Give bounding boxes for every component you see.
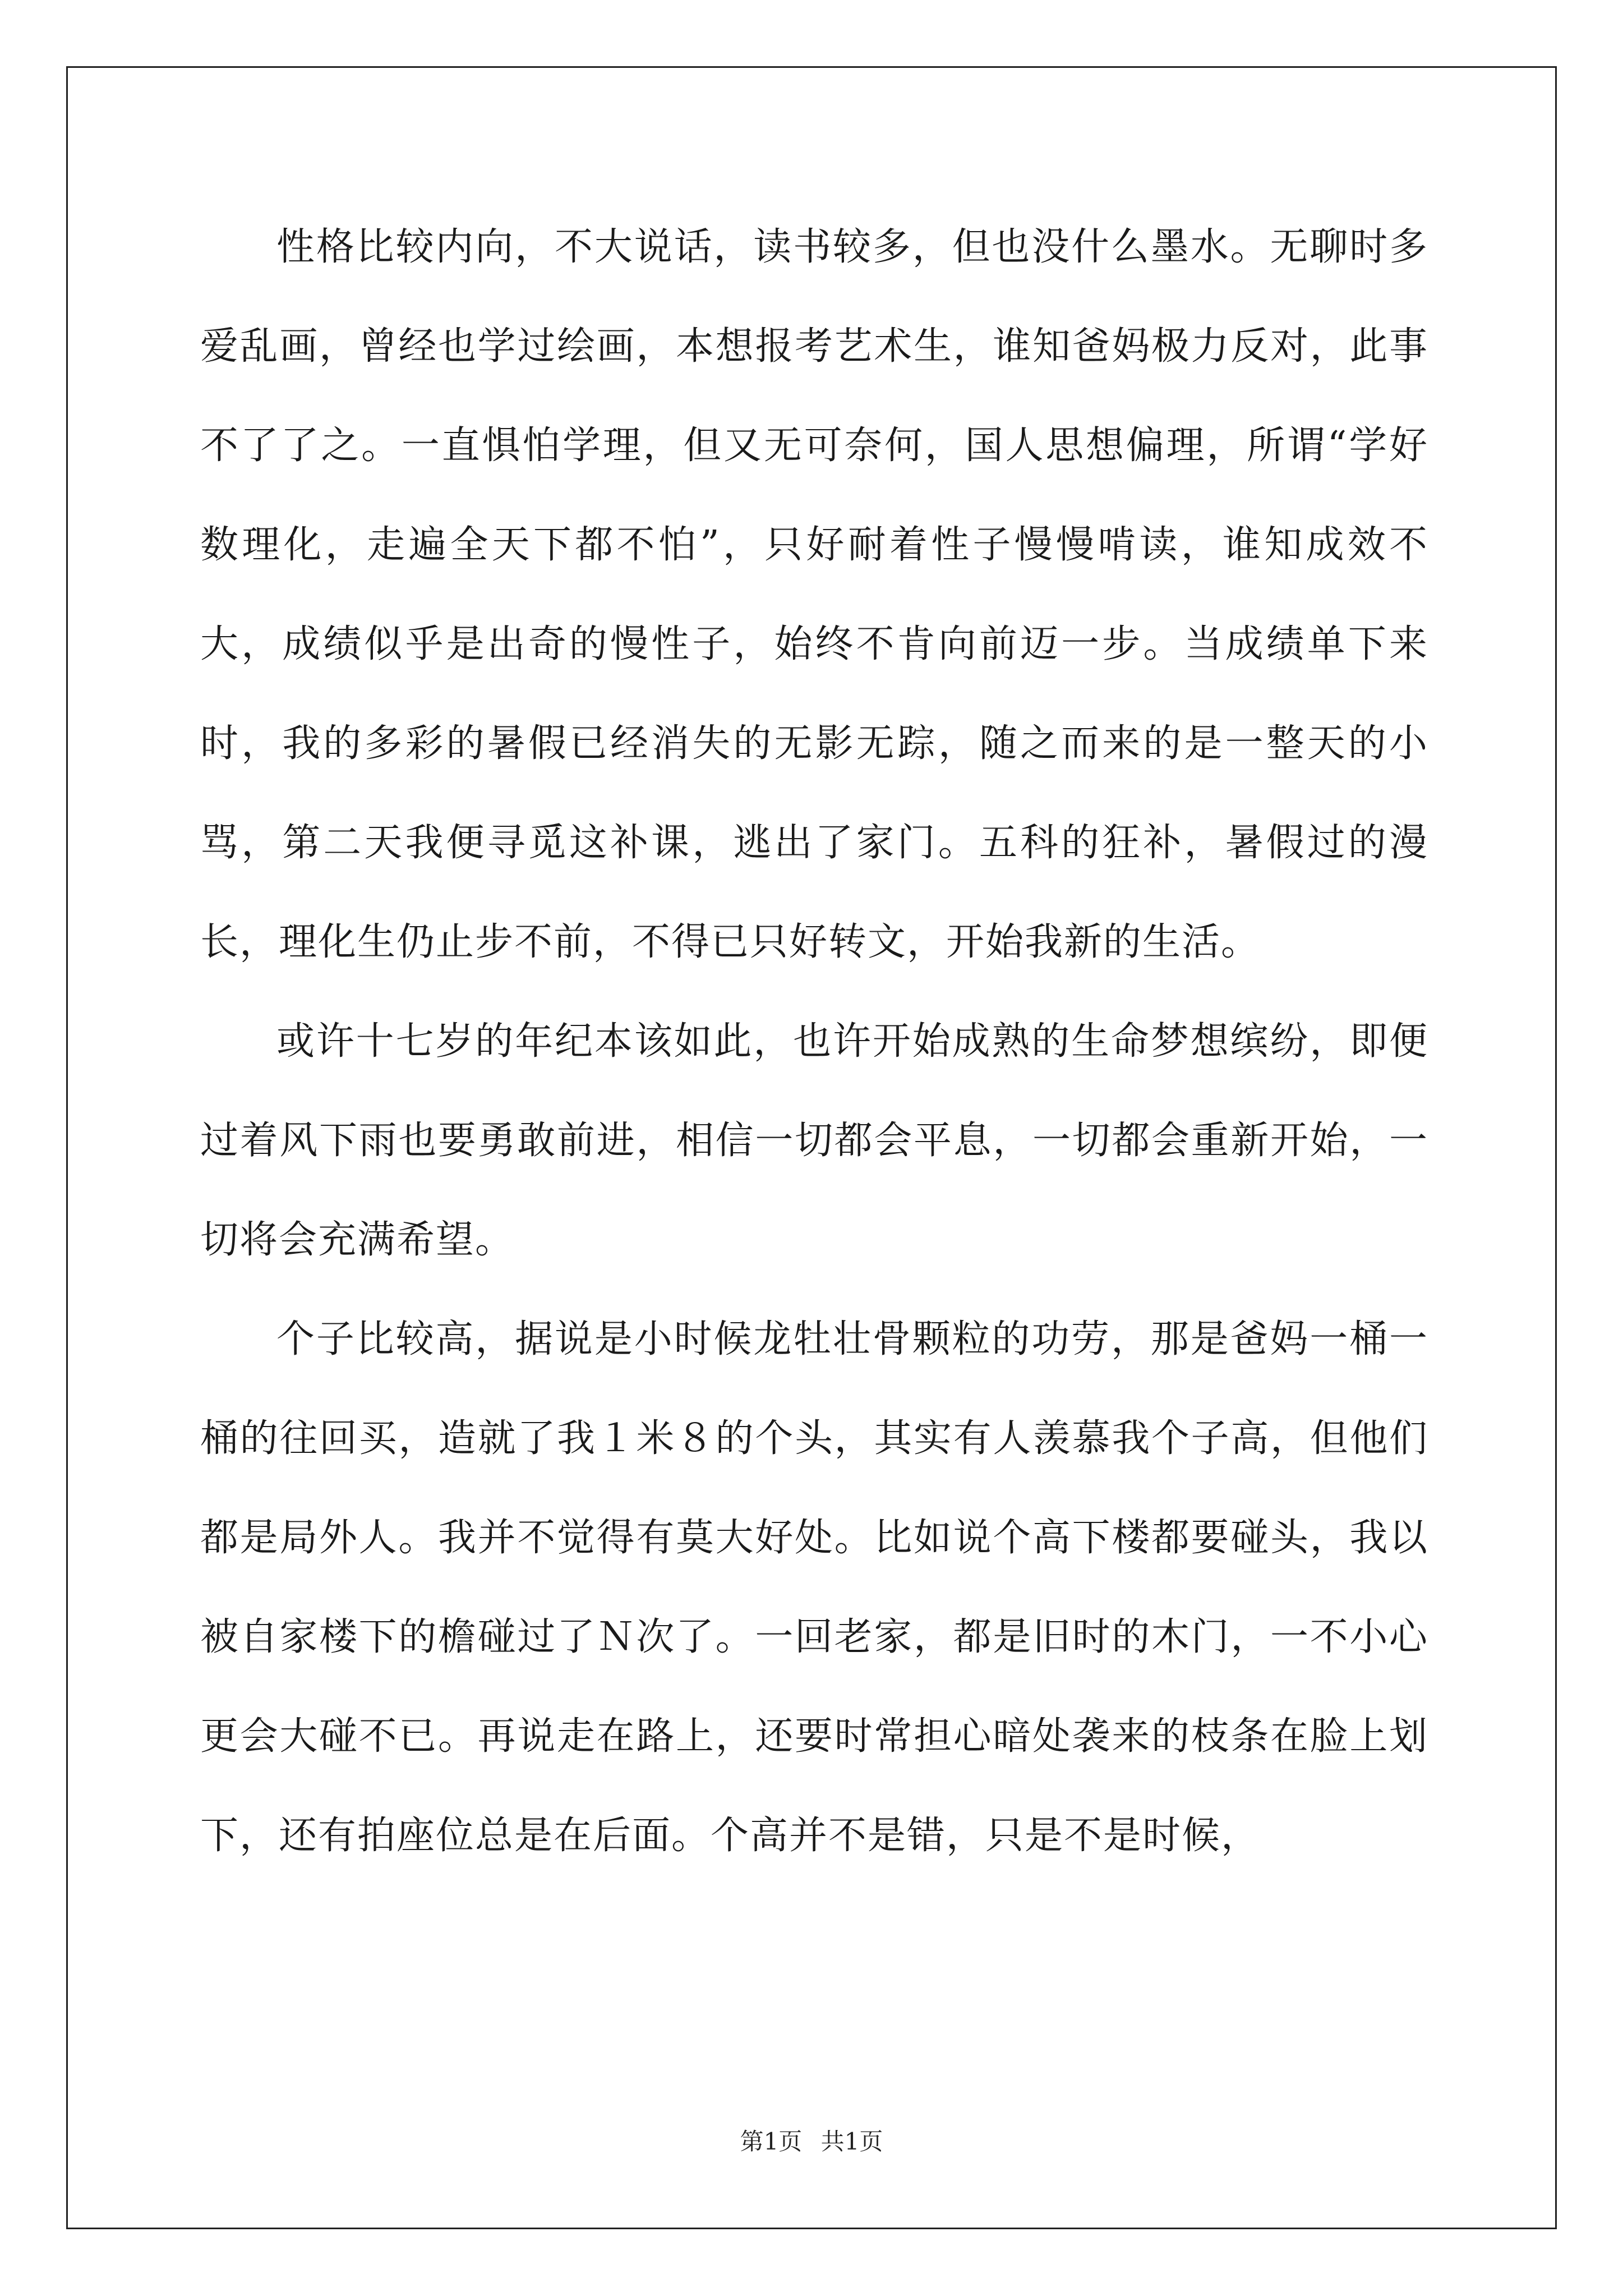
document-body	[200, 197, 1428, 1885]
page-number: 第1页	[740, 2128, 803, 2155]
paragraph-1: 性格比较内向，不大说话，读书较多，但也没什么墨水。无聊时多爱乱画，曾经也学过绘画，本想报考艺术生，谁知爸妈极力反对，此事不了了之。一直惧怕学理，但又无可奈何，国人思想偏理，所谓“学好数理化，走遍全天下都不怕”，只好耐着性子慢慢啃读，谁知成效不大，成绩似乎是出奇的慢性子，始终不肯向前迈一步。当成绩单下来时，我的多彩的暑假已经消失的无影无踪，随之而来的是一整天的小骂，第二天我便寻觅这补课，逃出了家门。五科的狂补，暑假过的漫长，理化生仍止步不前，不得已只好转文，开始我新的生活。	[200, 225, 1428, 964]
paragraph-3: 个子比较高，据说是小时候龙牡壮骨颗粒的功劳，那是爸妈一桶一桶的往回买，造就了我１米８的个头，其实有人羡慕我个子高，但他们都是局外人。我并不觉得有莫大好处。比如说个高下楼都要碰头，我以被自家楼下的檐碰过了Ｎ次了。一回老家，都是旧时的木门，一不小心更会大碰不已。再说走在路上，还要时常担心暗处袭来的枝条在脸上划下，还有拍座位总是在后面。个高并不是错，只是不是时候，	[200, 1317, 1428, 1858]
paragraph-2: 或许十七岁的年纪本该如此，也许开始成熟的生命梦想缤纷，即便过着风下雨也要勇敢前进，相信一切都会平息，一切都会重新开始，一切将会充满希望。	[200, 1019, 1428, 1262]
page-footer	[0, 2125, 1623, 2159]
page-total: 共1页	[820, 2128, 883, 2155]
